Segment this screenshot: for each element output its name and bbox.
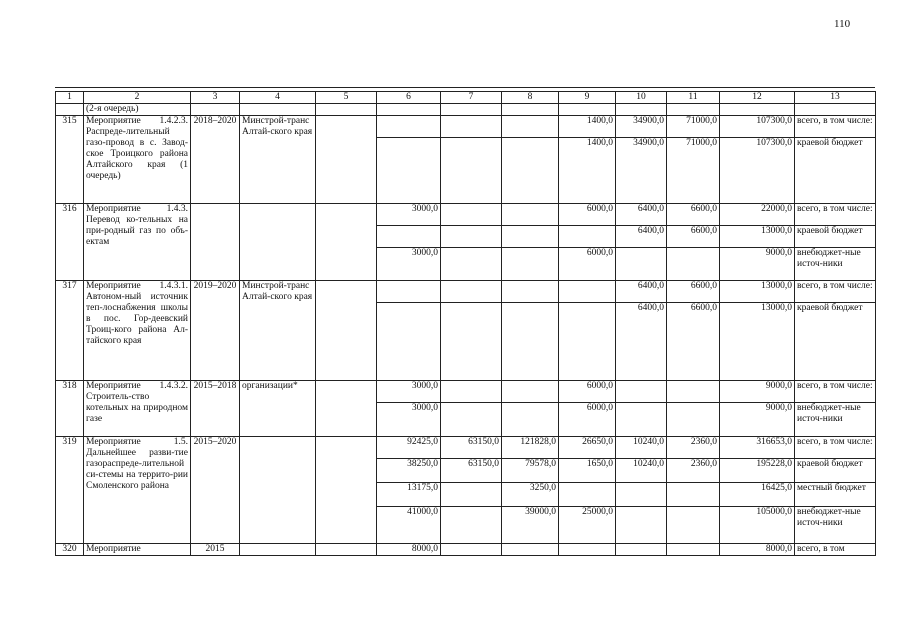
value-cell: 6400,0 [616, 204, 667, 226]
value-cell: 34900,0 [616, 116, 667, 138]
value-cell: 6400,0 [616, 281, 667, 303]
executor-cell: организации* [240, 381, 316, 437]
value-cell: 6000,0 [559, 403, 616, 437]
years-cell: 2015–2018 [191, 381, 240, 437]
value-cell [377, 281, 441, 303]
measure-name: Мероприятие 1.4.3.2. Строитель-ство котельных на природном газе [84, 381, 191, 437]
value-cell: 3000,0 [377, 403, 441, 437]
value-cell: 6600,0 [667, 303, 720, 381]
funding-source: всего, в том числе: [795, 381, 876, 403]
value-cell [441, 138, 502, 204]
value-cell: 107300,0 [720, 116, 795, 138]
value-cell: 16425,0 [720, 483, 795, 507]
value-cell [667, 403, 720, 437]
value-cell [559, 544, 616, 556]
value-cell: 13000,0 [720, 226, 795, 248]
value-cell: 26650,0 [559, 437, 616, 459]
value-cell [441, 248, 502, 281]
value-cell [502, 544, 559, 556]
table-row [56, 281, 876, 303]
row-number: 318 [56, 381, 84, 437]
header-cell: 1 [56, 92, 84, 104]
value-cell: 8000,0 [720, 544, 795, 556]
value-cell: 3000,0 [377, 381, 441, 403]
value-cell [441, 483, 502, 507]
value-cell: 6000,0 [559, 204, 616, 226]
value-cell: 79578,0 [502, 459, 559, 483]
funding-source: краевой бюджет [795, 303, 876, 381]
measure-name: Мероприятие 1.5. Дальнейшее разви-тие газораспреде-лительной си-стемы на террито-рии Смоленского района [84, 437, 191, 544]
value-cell: 71000,0 [667, 116, 720, 138]
funding-source: всего, в том числе: [795, 204, 876, 226]
value-cell: 13000,0 [720, 281, 795, 303]
value-cell [377, 116, 441, 138]
header-cell: 8 [502, 92, 559, 104]
value-cell: 195228,0 [720, 459, 795, 483]
executor-cell: Минстрой-транс Алтай-ского края [240, 116, 316, 204]
executor-cell: Минстрой-транс Алтай-ского края [240, 281, 316, 381]
value-cell: 3000,0 [377, 248, 441, 281]
value-cell [616, 483, 667, 507]
top-rule [55, 87, 875, 88]
value-cell [616, 403, 667, 437]
table-row [56, 204, 876, 226]
header-row [56, 92, 876, 104]
executor-cell [240, 544, 316, 556]
header-cell: 5 [316, 92, 377, 104]
value-cell [667, 507, 720, 544]
executor-cell [240, 437, 316, 544]
value-cell [502, 138, 559, 204]
value-cell [502, 226, 559, 248]
value-cell: 1650,0 [559, 459, 616, 483]
value-cell: 6400,0 [616, 303, 667, 381]
table-row [56, 437, 876, 459]
value-cell [616, 381, 667, 403]
value-cell [559, 281, 616, 303]
value-cell: 1400,0 [559, 138, 616, 204]
value-cell: 71000,0 [667, 138, 720, 204]
value-cell: 3250,0 [502, 483, 559, 507]
header-cell: 12 [720, 92, 795, 104]
years-cell: 2018–2020 [191, 116, 240, 204]
value-cell: 6600,0 [667, 204, 720, 226]
value-cell: 6000,0 [559, 248, 616, 281]
funding-source: внебюджет-ные источ-ники [795, 248, 876, 281]
value-cell: 9000,0 [720, 248, 795, 281]
row-number: 320 [56, 544, 84, 556]
years-cell [191, 204, 240, 281]
value-cell [559, 303, 616, 381]
measure-name: Мероприятие 1.4.3. Перевод ко-тельных на при-родный газ по объ-ектам [84, 204, 191, 281]
header-cell: 9 [559, 92, 616, 104]
funding-source: краевой бюджет [795, 138, 876, 204]
value-cell: 3000,0 [377, 204, 441, 226]
funding-source: всего, в том [795, 544, 876, 556]
value-cell: 8000,0 [377, 544, 441, 556]
value-cell [441, 116, 502, 138]
program-table [55, 91, 876, 556]
value-cell: 10240,0 [616, 437, 667, 459]
value-cell: 6000,0 [559, 381, 616, 403]
value-cell: 10240,0 [616, 459, 667, 483]
value-cell: 6600,0 [667, 281, 720, 303]
table-row [56, 116, 876, 138]
value-cell [502, 281, 559, 303]
value-cell: 41000,0 [377, 507, 441, 544]
value-cell [377, 138, 441, 204]
value-cell: 39000,0 [502, 507, 559, 544]
measure-name: Мероприятие 1.4.2.3. Распреде-лительный газо-провод в с. Завод-ское Троицкого района Алтайского края (1 очередь) [84, 116, 191, 204]
years-cell: 2015–2020 [191, 437, 240, 544]
value-cell [616, 248, 667, 281]
value-cell: 2360,0 [667, 437, 720, 459]
table-row [56, 381, 876, 403]
funding-source: всего, в том числе: [795, 281, 876, 303]
value-cell: 92425,0 [377, 437, 441, 459]
funding-source: всего, в том числе: [795, 116, 876, 138]
value-cell [502, 381, 559, 403]
value-cell [441, 544, 502, 556]
value-cell [441, 303, 502, 381]
header-cell: 2 [84, 92, 191, 104]
value-cell: 13175,0 [377, 483, 441, 507]
header-cell: 11 [667, 92, 720, 104]
years-cell: 2015 [191, 544, 240, 556]
value-cell [377, 303, 441, 381]
header-cell: 10 [616, 92, 667, 104]
value-cell: 121828,0 [502, 437, 559, 459]
row-number: 319 [56, 437, 84, 544]
measure-name: Мероприятие 1.4.3.1. Автоном-ный источник теп-лоснабжения школы в пос. Гор-деевский Троиц-кого района Ал-тайского края [84, 281, 191, 381]
page-number: 110 [834, 18, 851, 30]
value-cell: 6600,0 [667, 226, 720, 248]
value-cell: 105000,0 [720, 507, 795, 544]
funding-source: внебюджет-ные источ-ники [795, 507, 876, 544]
value-cell [377, 226, 441, 248]
value-cell [441, 507, 502, 544]
table-row [56, 544, 876, 556]
value-cell [441, 226, 502, 248]
value-cell [502, 403, 559, 437]
years-cell: 2019–2020 [191, 281, 240, 381]
value-cell [502, 204, 559, 226]
header-cell: 7 [441, 92, 502, 104]
value-cell: 2360,0 [667, 459, 720, 483]
value-cell: 9000,0 [720, 403, 795, 437]
value-cell: 107300,0 [720, 138, 795, 204]
header-cell: 13 [795, 92, 876, 104]
value-cell: 1400,0 [559, 116, 616, 138]
continuation-row [56, 104, 876, 116]
value-cell [441, 204, 502, 226]
value-cell [667, 483, 720, 507]
header-cell: 6 [377, 92, 441, 104]
funding-source: местный бюджет [795, 483, 876, 507]
value-cell: 38250,0 [377, 459, 441, 483]
value-cell [502, 116, 559, 138]
value-cell [559, 483, 616, 507]
value-cell [667, 544, 720, 556]
funding-source: всего, в том числе: [795, 437, 876, 459]
value-cell: 316653,0 [720, 437, 795, 459]
continuation-label: (2-я очередь) [84, 104, 191, 116]
value-cell [559, 226, 616, 248]
value-cell: 13000,0 [720, 303, 795, 381]
value-cell: 63150,0 [441, 437, 502, 459]
funding-source: краевой бюджет [795, 459, 876, 483]
measure-name: Мероприятие [84, 544, 191, 556]
value-cell: 9000,0 [720, 381, 795, 403]
value-cell [616, 507, 667, 544]
funding-source: внебюджет-ные источ-ники [795, 403, 876, 437]
value-cell: 63150,0 [441, 459, 502, 483]
value-cell: 6400,0 [616, 226, 667, 248]
value-cell [667, 381, 720, 403]
row-number: 317 [56, 281, 84, 381]
header-cell: 4 [240, 92, 316, 104]
value-cell: 22000,0 [720, 204, 795, 226]
value-cell [502, 303, 559, 381]
value-cell [441, 381, 502, 403]
funding-source: краевой бюджет [795, 226, 876, 248]
value-cell [667, 248, 720, 281]
value-cell: 25000,0 [559, 507, 616, 544]
header-cell: 3 [191, 92, 240, 104]
value-cell [441, 281, 502, 303]
row-number: 315 [56, 116, 84, 204]
value-cell [616, 544, 667, 556]
value-cell [502, 248, 559, 281]
row-number: 316 [56, 204, 84, 281]
value-cell: 34900,0 [616, 138, 667, 204]
value-cell [441, 403, 502, 437]
executor-cell [240, 204, 316, 281]
